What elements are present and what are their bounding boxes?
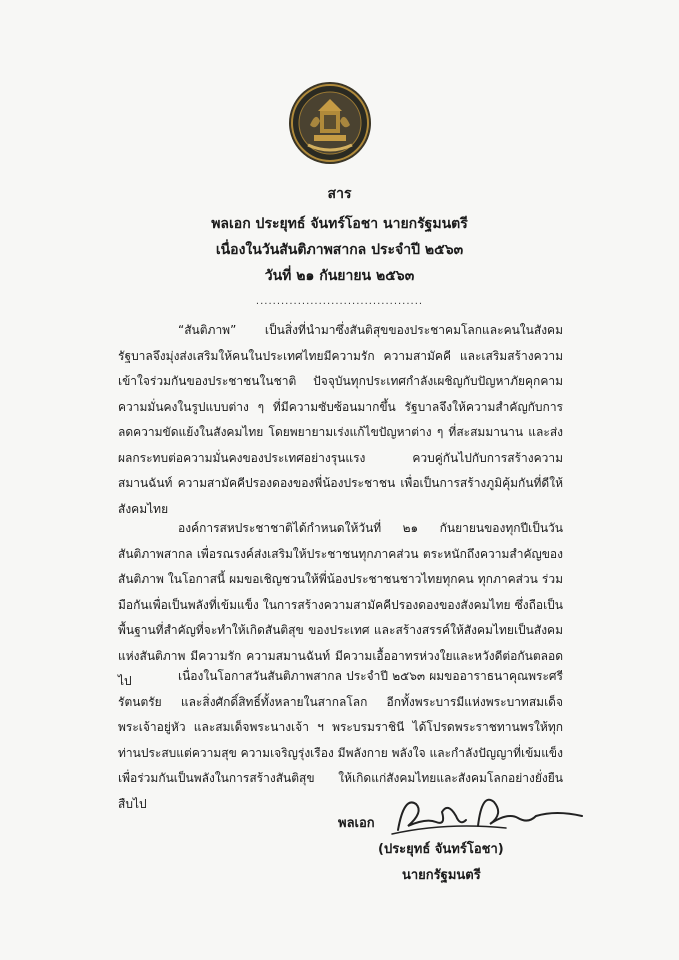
document-title: สาร [327,186,352,202]
signature-rank: พลเอก [338,816,375,831]
paragraph-1-text: “สันติภาพ” เป็นสิ่งที่นำมาซึ่งสันติสุขของประชาคมโลกและคนในสังคม รัฐบาลจึงมุ่งส่งเสริมให้คนในประเทศไทยมีความรัก ความสามัคคี และเสริมสร้างความเข้าใจร่วมกันของประชาชนในชาติ ปัจจุบันทุกประเทศกำลังเผชิญกับปัญหาภัยคุกคามความมั่นคงในรูปแบบต่าง ๆ ที่มีความซับซ้อนมากขึ้น รัฐบาลจึงให้ความสำคัญกับการลดความขัดแย้งในสังคมไทย โดยพยายามเร่งแก้ไขปัญหาต่าง ๆ ที่สะสมมานาน และส่งผลกระทบต่อความมั่นคงของประเทศอย่างรุนแรง ควบคู่กันไปกับการสร้างความสมานฉันท์ ความสามัคคีปรองดองของพี่น้องประชาชน เพื่อเป็นการสร้างภูมิคุ้มกันที่ดีให้สังคมไทย [118,323,563,516]
paragraph-1 [118,318,563,522]
separator: ........................................ [255,296,424,307]
signatory-name: (ประยุทธ์ จันทร์โอชา) [378,842,504,857]
author-line: พลเอก ประยุทธ์ จันทร์โอชา นายกรัฐมนตรี [211,216,468,232]
signatory-title: นายกรัฐมนตรี [402,868,481,883]
date-line: วันที่ ๒๑ กันยายน ๒๕๖๓ [264,268,415,284]
paragraph-3-text: เนื่องในโอกาสวันสันติภาพสากล ประจำปี ๒๕๖๓ ผมขออาราธนาคุณพระศรีรัตนตรัย และสิ่งศักดิ์สิทธิ์ทั้งหลายในสากลโลก อีกทั้งพระบารมีแห่งพระบาทสมเด็จพระเจ้าอยู่หัว และสมเด็จพระนางเจ้า ฯ พระบรมราชินี ได้โปรดพระราชทานพรให้ทุกท่านประสบแต่ความสุข ความเจริญรุ่งเรือง มีพลังกาย พลังใจ และกำลังปัญญาที่เข้มแข็ง เพื่อร่วมกันเป็นพลังในการสร้างสันติสุข ให้เกิดแก่สังคมไทยและสังคมโลกอย่างยั่งยืนสืบไป [118,669,563,811]
occasion-line: เนื่องในวันสันติภาพสากล ประจำปี ๒๕๖๓ [215,242,464,258]
handwritten-signature [386,782,586,842]
government-seal-icon [288,81,372,165]
paragraph-2-text: องค์การสหประชาชาติได้กำหนดให้วันที่ ๒๑ กันยายนของทุกปีเป็นวันสันติภาพสากล เพื่อรณรงค์ส่งเสริมให้ประชาชนทุกภาคส่วน ตระหนักถึงความสำคัญของสันติภาพ ในโอกาสนี้ ผมขอเชิญชวนให้พี่น้องประชาชนชาวไทยทุกคน ทุกภาคส่วน ร่วมมือกันเพื่อเป็นพลังที่เข้มแข็ง ในการสร้างความสามัคคีปรองดองของสังคมไทย ซึ่งถือเป็นพื้นฐานที่สำคัญที่จะทำให้เกิดสันติสุข ของประเทศ และสร้างสรรค์ให้สังคมไทยเป็นสังคมแห่งสันติภาพ มีความรัก ความสมานฉันท์ มีความเอื้ออาทรห่วงใยและหวังดีต่อกันตลอดไป [118,521,563,688]
